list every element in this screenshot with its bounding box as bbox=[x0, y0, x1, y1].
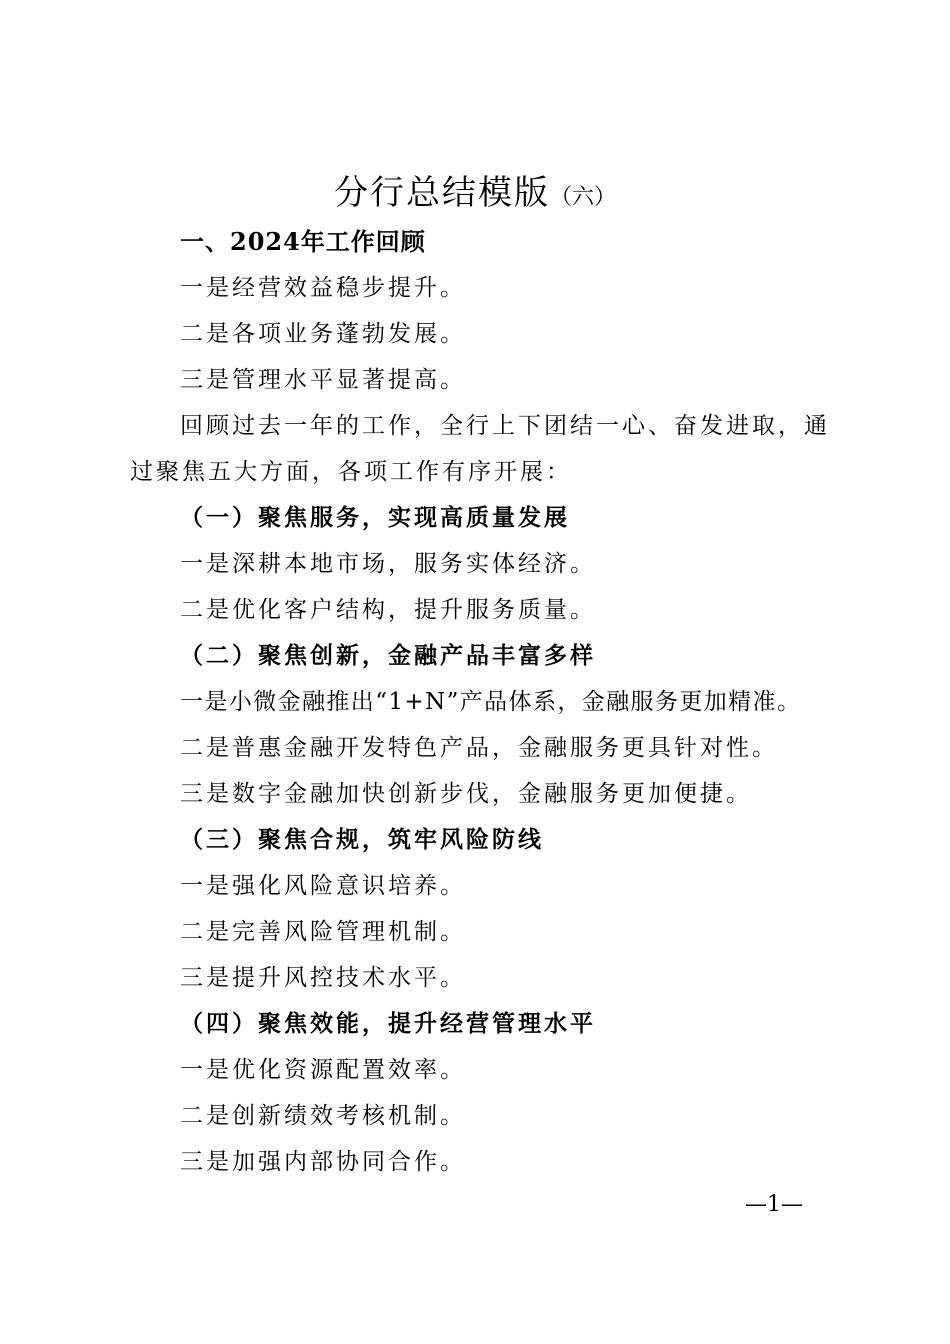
paragraph-line: 一是优化资源配置效率。 bbox=[180, 1057, 466, 1083]
paragraph-line: 回顾过去一年的工作，全行上下团结一心、奋发进取，通 bbox=[180, 413, 830, 439]
subsection-heading: （一）聚焦服务，实现高质量发展 bbox=[180, 504, 570, 531]
paragraph-line: 一是小微金融推出“1+N”产品体系，金融服务更加精准。 bbox=[180, 689, 802, 715]
paragraph-line: 三是管理水平显著提高。 bbox=[180, 367, 466, 393]
document-title bbox=[0, 168, 950, 223]
paragraph-line: 一是深耕本地市场，服务实体经济。 bbox=[180, 551, 596, 577]
document-title-main: 分行总结模版 bbox=[333, 173, 550, 213]
section-heading: 一、2024年工作回顾 bbox=[180, 227, 426, 256]
paragraph-line: 二是优化客户结构，提升服务质量。 bbox=[180, 597, 596, 623]
paragraph-line: 过聚焦五大方面，各项工作有序开展： bbox=[130, 459, 572, 485]
paragraph-line: 二是各项业务蓬勃发展。 bbox=[180, 321, 466, 347]
paragraph-line: 二是普惠金融开发特色产品，金融服务更具针对性。 bbox=[180, 735, 778, 761]
subsection-heading: （二）聚焦创新，金融产品丰富多样 bbox=[180, 642, 596, 669]
subsection-heading: （四）聚焦效能，提升经营管理水平 bbox=[180, 1010, 596, 1037]
paragraph-line: 一是经营效益稳步提升。 bbox=[180, 275, 466, 301]
page-number: —1— bbox=[745, 1192, 803, 1217]
paragraph-line: 一是强化风险意识培养。 bbox=[180, 873, 466, 899]
paragraph-line: 三是提升风控技术水平。 bbox=[180, 965, 466, 991]
paragraph-line: 三是数字金融加快创新步伐，金融服务更加便捷。 bbox=[180, 781, 752, 807]
subsection-heading: （三）聚焦合规，筑牢风险防线 bbox=[180, 826, 544, 853]
paragraph-line: 二是完善风险管理机制。 bbox=[180, 919, 466, 945]
document-title-suffix: （六） bbox=[549, 185, 616, 210]
paragraph-line: 二是创新绩效考核机制。 bbox=[180, 1103, 466, 1129]
paragraph-line: 三是加强内部协同合作。 bbox=[180, 1149, 466, 1175]
